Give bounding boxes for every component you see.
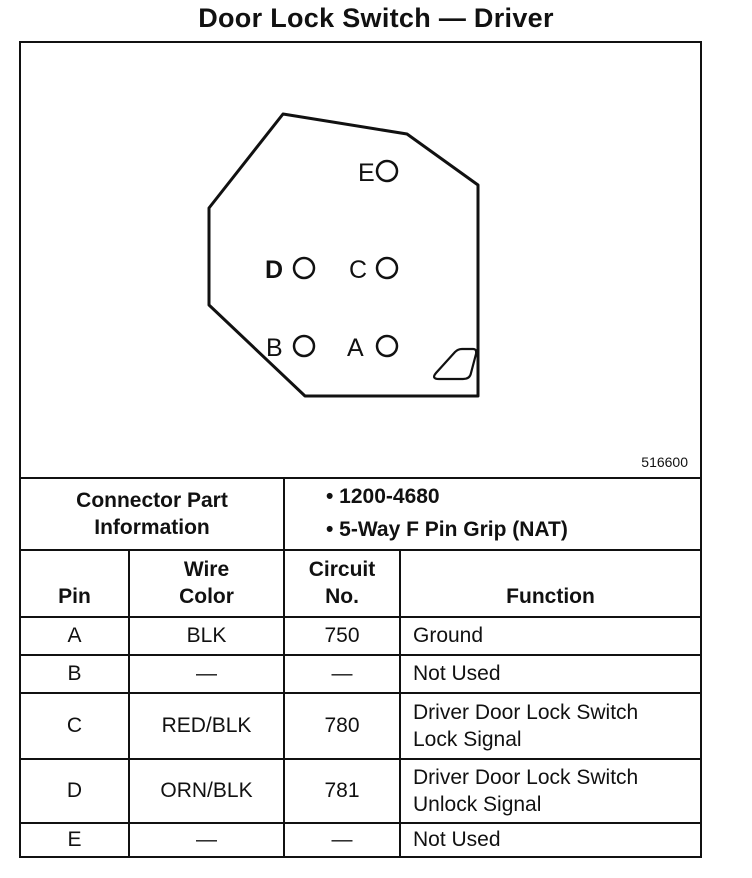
cell-wire-color: ORN/BLK <box>160 779 253 802</box>
pin-a <box>347 334 397 362</box>
pin-b <box>266 334 314 362</box>
cell-wire-color: RED/BLK <box>161 714 252 737</box>
pin-a-label: A <box>347 334 364 362</box>
header-wire-color <box>130 551 283 615</box>
connector-outline <box>209 114 478 396</box>
pin-e-label: E <box>358 159 375 187</box>
cell-circuit: 750 <box>324 624 360 647</box>
header-circuit <box>285 551 399 615</box>
cell-function-line2: Lock Signal <box>413 728 522 751</box>
cell-pin: C <box>66 714 83 737</box>
header-circuit-line2: No. <box>325 585 359 608</box>
cell-function-line2: Unlock Signal <box>413 793 542 816</box>
cell-function <box>401 694 700 758</box>
cell-function: Not Used <box>413 828 501 851</box>
cell-wire-color: — <box>196 828 217 851</box>
connector-info-label-line1: Connector Part <box>76 489 228 512</box>
connector-sheet <box>19 41 702 858</box>
pin-d <box>265 256 314 284</box>
divider <box>283 477 285 549</box>
pin-c <box>349 256 397 284</box>
cell-circuit: 781 <box>324 779 360 802</box>
cell-circuit: 780 <box>324 714 360 737</box>
header-wire-color-line2: Color <box>179 585 234 608</box>
connector-part-number: • 1200-4680 <box>326 485 440 508</box>
cell-pin: E <box>67 828 82 851</box>
pin-c-socket <box>377 258 397 278</box>
cell-pin: D <box>66 779 83 802</box>
cell-function-line1: Driver Door Lock Switch <box>413 701 639 724</box>
pin-d-label: D <box>265 256 284 284</box>
pin-e <box>358 159 397 187</box>
pin-c-label: C <box>349 256 368 284</box>
pin-b-label: B <box>266 334 283 362</box>
connector-info-label <box>21 479 283 549</box>
page-title: Door Lock Switch — Driver <box>198 3 554 33</box>
pin-b-socket <box>294 336 314 356</box>
cell-function: Ground <box>413 624 484 647</box>
cell-circuit: — <box>331 828 353 851</box>
header-wire-color-line1: Wire <box>183 558 230 581</box>
cell-function-line1: Driver Door Lock Switch <box>413 766 639 789</box>
pin-e-socket <box>377 161 397 181</box>
cell-pin: A <box>67 624 82 647</box>
connector-info-label-line2: Information <box>94 516 210 539</box>
figure-number: 516600 <box>641 454 688 470</box>
connector-info-list <box>326 480 568 546</box>
cell-pin: B <box>67 662 82 685</box>
polarization-key-icon <box>434 349 476 379</box>
connector-face-diagram <box>21 43 700 477</box>
cell-function <box>401 760 700 822</box>
cell-circuit: — <box>331 662 353 685</box>
pin-a-socket <box>377 336 397 356</box>
cell-function: Not Used <box>413 662 501 685</box>
connector-type: • 5-Way F Pin Grip (NAT) <box>326 518 568 541</box>
pin-d-socket <box>294 258 314 278</box>
header-pin: Pin <box>58 585 91 608</box>
header-function: Function <box>506 585 595 608</box>
cell-wire-color: — <box>196 662 217 685</box>
cell-wire-color: BLK <box>186 624 227 647</box>
header-circuit-line1: Circuit <box>308 558 376 581</box>
